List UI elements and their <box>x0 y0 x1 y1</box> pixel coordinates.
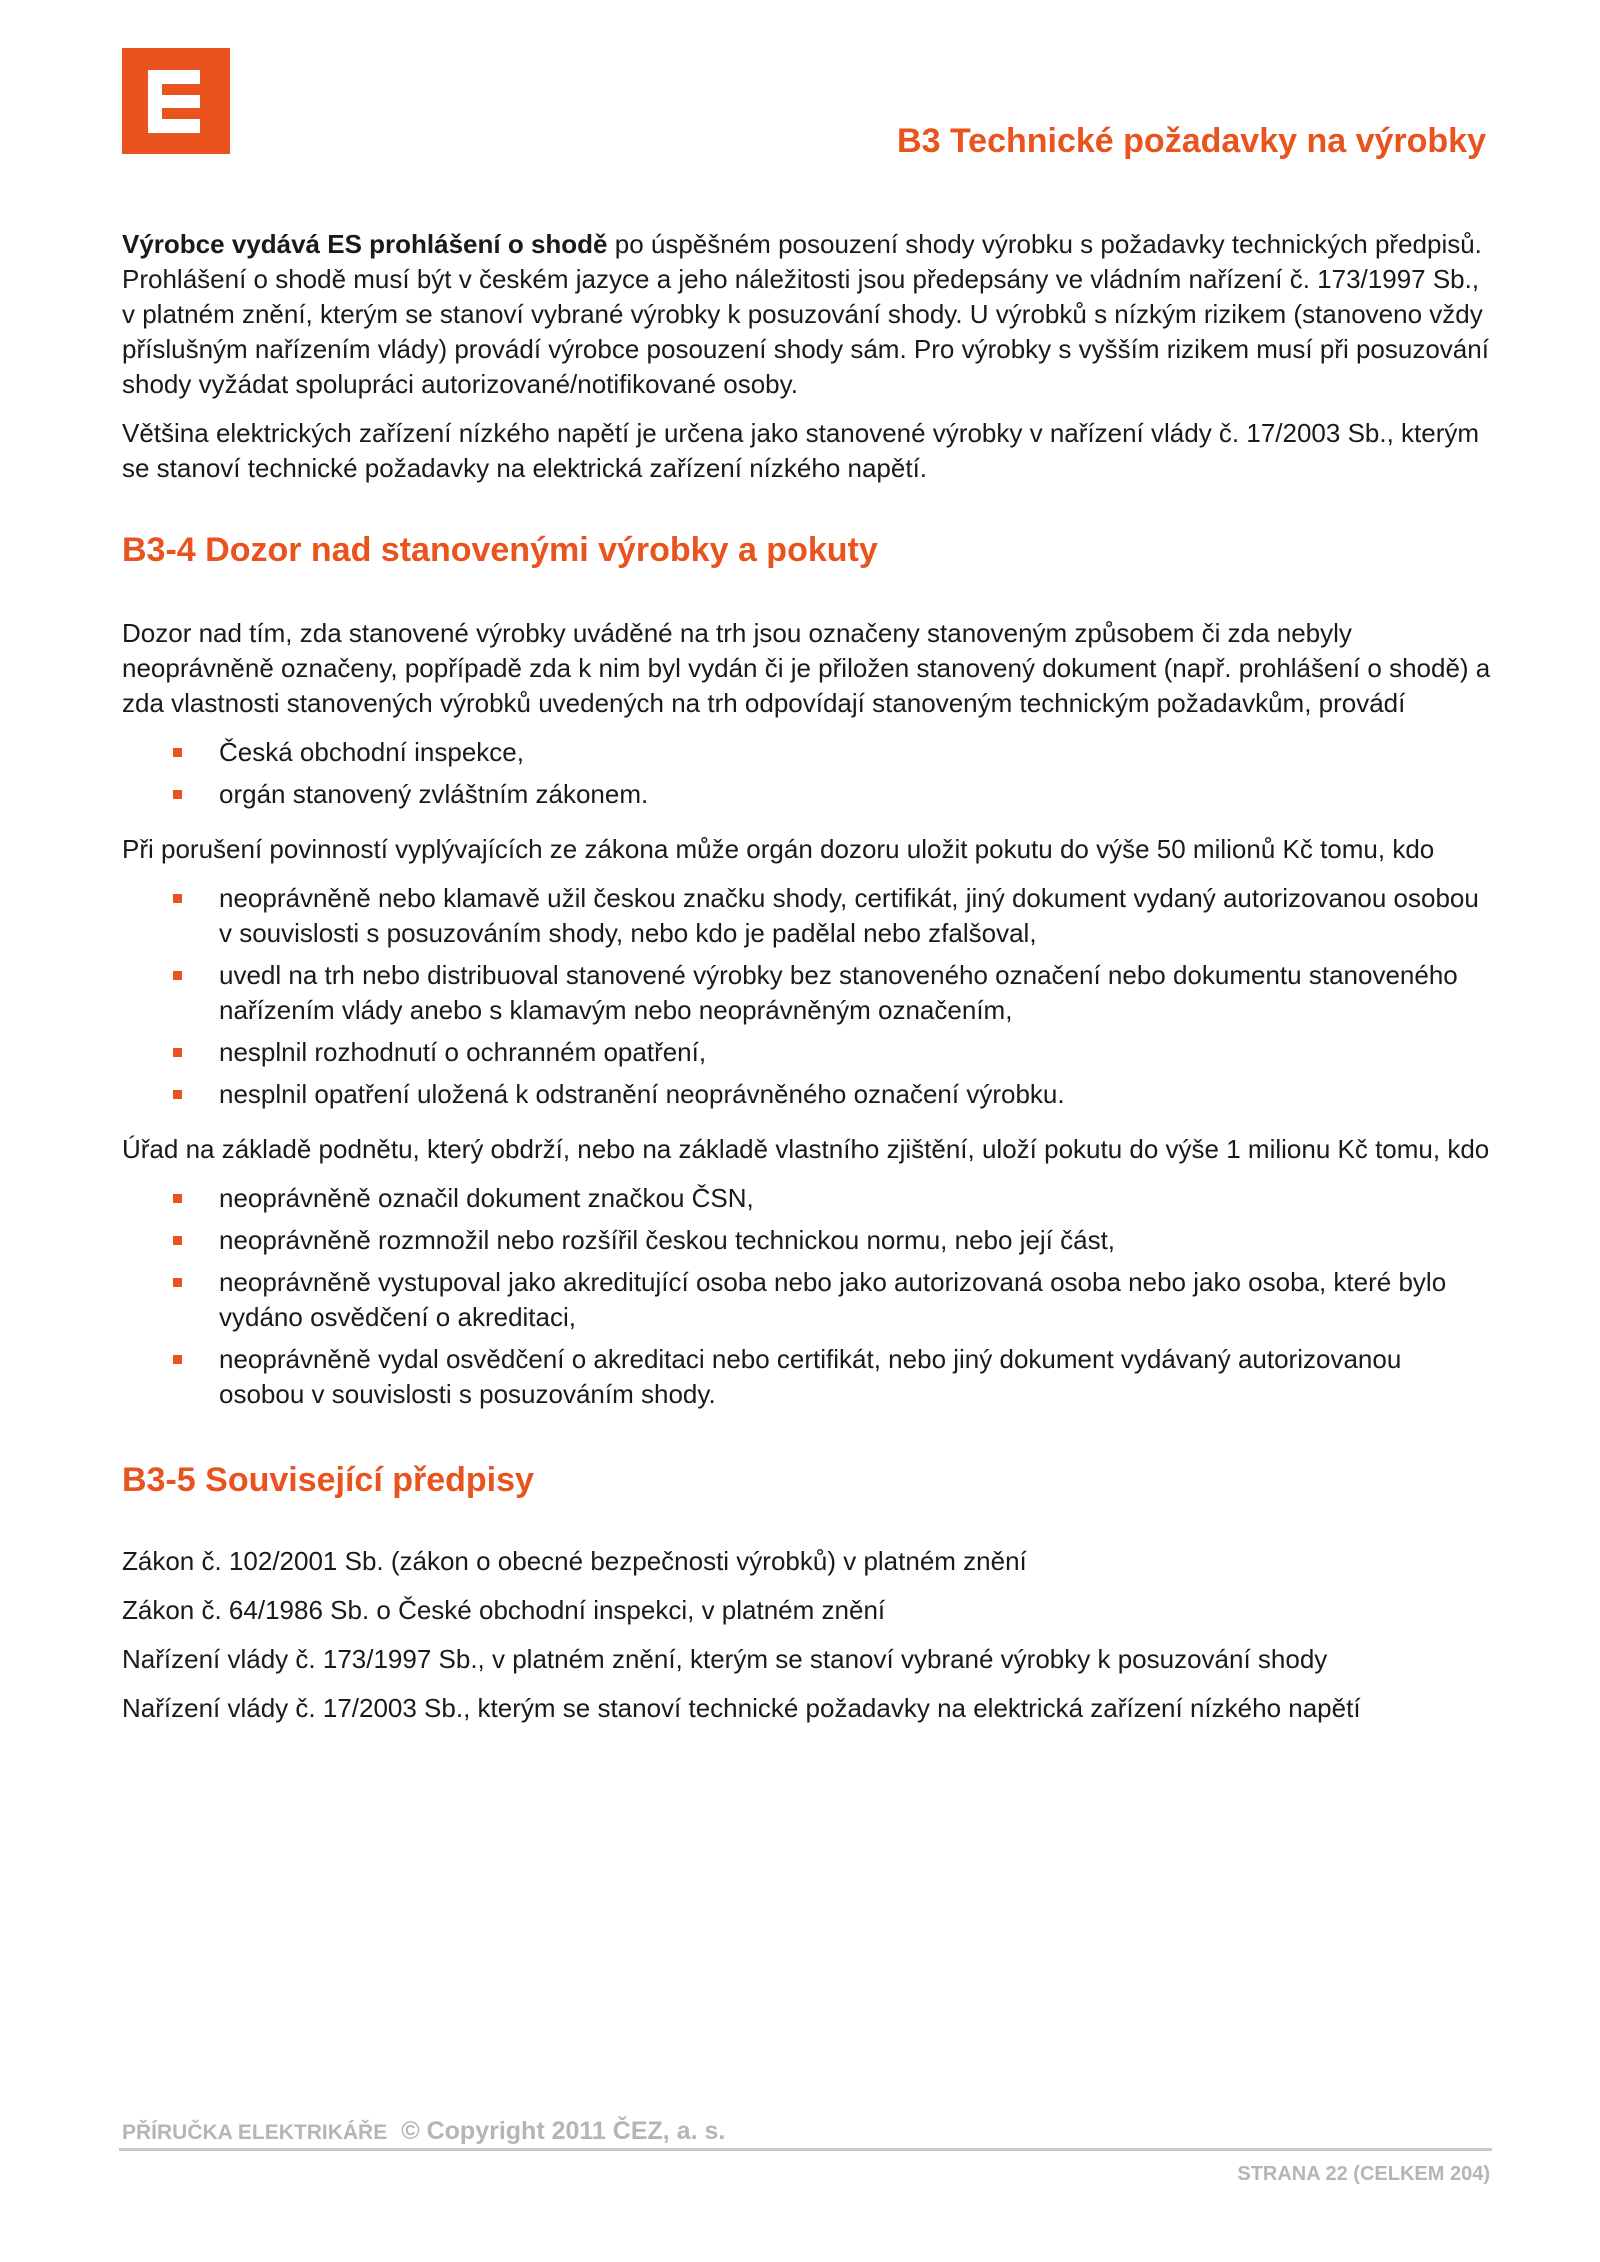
bullet-icon <box>173 748 182 757</box>
list-item <box>122 1223 1492 1258</box>
bullet-icon <box>173 1048 182 1057</box>
document-body <box>122 227 1492 1740</box>
bullet-list <box>122 881 1492 1112</box>
list-item <box>122 1077 1492 1112</box>
regulation-item: Nařízení vlády č. 17/2003 Sb., kterým se stanoví technické požadavky na elektrická zařízení nízkého napětí <box>122 1693 1361 1723</box>
regulation-item: Nařízení vlády č. 173/1997 Sb., v platném znění, kterým se stanoví vybrané výrobky k posuzování shody <box>122 1644 1328 1674</box>
list-item-text: neoprávněně vystupoval jako akreditující osoba nebo jako autorizovaná osoba nebo jako osoba, které bylo vydáno osvědčení o akreditaci, <box>219 1267 1447 1332</box>
bullet-list <box>122 1181 1492 1412</box>
bullet-icon <box>173 1236 182 1245</box>
paragraph: Většina elektrických zařízení nízkého napětí je určena jako stanovené výrobky v nařízení vlády č. 17/2003 Sb., kterým se stanoví technické požadavky na elektrická zařízení nízkého napětí. <box>122 418 1480 483</box>
list-item <box>122 777 1492 812</box>
bullet-list <box>122 735 1492 812</box>
list-item <box>122 1181 1492 1216</box>
bullet-icon <box>173 1194 182 1203</box>
bullet-icon <box>173 1090 182 1099</box>
paragraph: Při porušení povinností vyplývajících ze zákona může orgán dozoru uložit pokutu do výše 50 milionů Kč tomu, kdo <box>122 834 1435 864</box>
bullet-icon <box>173 894 182 903</box>
list-item <box>122 958 1492 1028</box>
list-item-text: neoprávněně nebo klamavě užil českou značku shody, certifikát, jiný dokument vydaný autorizovanou osobou v souvislosti s posuzováním shody, nebo kdo je padělal nebo zfalšoval, <box>219 883 1479 948</box>
list-item-text: nesplnil rozhodnutí o ochranném opatření, <box>219 1037 707 1067</box>
list-item <box>122 1265 1492 1335</box>
list-item-text: neoprávněně vydal osvědčení o akreditaci nebo certifikát, nebo jiný dokument vydávaný autorizovanou osobou v souvislosti s posuzováním shody. <box>219 1344 1402 1409</box>
list-item-text: neoprávněně rozmnožil nebo rozšířil českou technickou normu, nebo její část, <box>219 1225 1116 1255</box>
list-item <box>122 1035 1492 1070</box>
paragraph: Úřad na základě podnětu, který obdrží, nebo na základě vlastního zjištění, uloží pokutu do výše 1 milionu Kč tomu, kdo <box>122 1134 1490 1164</box>
footer-book-title: PŘÍRUČKA ELEKTRIKÁŘE <box>122 2121 388 2144</box>
page-number: STRANA 22 (CELKEM 204) <box>1237 2163 1490 2185</box>
footer-title <box>122 2117 725 2146</box>
intro-text: po úspěšném posouzení shody výrobku s požadavky technických předpisů. Prohlášení o shodě musí být v českém jazyce a jeho náležitosti jsou předepsány ve vládním nařízení č. 173/1997 Sb., v platném znění, kterým se stanoví vybrané výrobky k posuzování shody. U výrobků s nízkým rizikem (stanoveno vždy příslušným nařízením vlády) provádí výrobce posouzení shody sám. Pro výrobky s vyšším rizikem musí při posuzování shody vyžádat spolupráci autorizované/notifikované osoby. <box>122 229 1489 399</box>
list-item-text: nesplnil opatření uložená k odstranění neoprávněného označení výrobku. <box>219 1079 1065 1109</box>
regulation-item: Zákon č. 102/2001 Sb. (zákon o obecné bezpečnosti výrobků) v platném znění <box>122 1546 1027 1576</box>
bullet-icon <box>173 971 182 980</box>
intro-bold-lead: Výrobce vydává ES prohlášení o shodě <box>122 229 608 259</box>
footer-copyright: © Copyright 2011 ČEZ, a. s. <box>401 2117 726 2145</box>
bullet-icon <box>173 790 182 799</box>
page-header-title: B3 Technické požadavky na výrobky <box>897 122 1486 160</box>
paragraph: Dozor nad tím, zda stanovené výrobky uváděné na trh jsou označeny stanoveným způsobem či zda nebyly neoprávněně označeny, popřípadě zda k nim byl vydán či je přiložen stanovený dokument (např. prohlášení o shodě) a zda vlastnosti stanovených výrobků uvedených na trh odpovídají stanoveným technickým požadavkům, provádí <box>122 618 1491 718</box>
list-item-text: neoprávněně označil dokument značkou ČSN, <box>219 1183 754 1213</box>
section-heading: B3-4 Dozor nad stanovenými výrobky a pokuty <box>122 531 878 569</box>
bullet-icon <box>173 1355 182 1364</box>
list-item <box>122 881 1492 951</box>
cez-logo-icon <box>122 48 230 154</box>
list-item-text: Česká obchodní inspekce, <box>219 737 524 767</box>
list-item <box>122 735 1492 770</box>
footer-divider <box>119 2148 1492 2151</box>
section-heading: B3-5 Související předpisy <box>122 1461 534 1499</box>
list-item <box>122 1342 1492 1412</box>
bullet-icon <box>173 1278 182 1287</box>
list-item-text: orgán stanovený zvláštním zákonem. <box>219 779 649 809</box>
regulation-item: Zákon č. 64/1986 Sb. o České obchodní inspekci, v platném znění <box>122 1595 886 1625</box>
intro-paragraph <box>122 227 1492 402</box>
list-item-text: uvedl na trh nebo distribuoval stanovené výrobky bez stanoveného označení nebo dokumentu stanoveného nařízením vlády anebo s klamavým nebo neoprávněným označením, <box>219 960 1458 1025</box>
